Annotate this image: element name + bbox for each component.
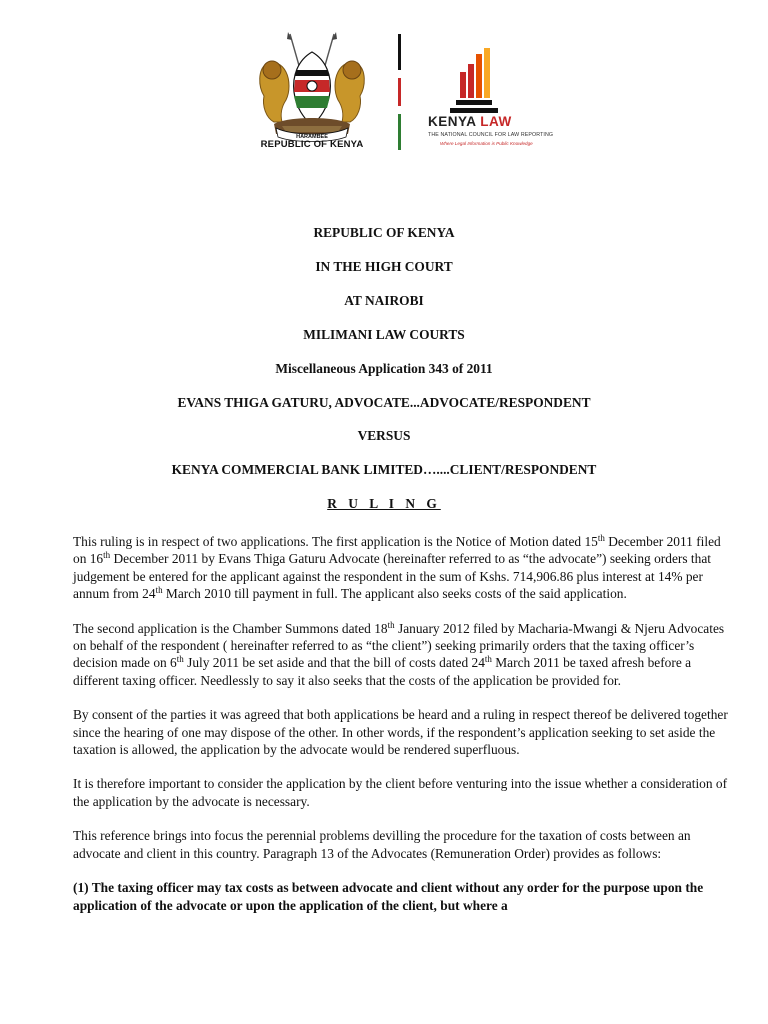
kenya-law-subtitle: THE NATIONAL COUNCIL FOR LAW REPORTING — [428, 132, 554, 138]
paragraph-2 — [73, 620, 733, 690]
party-client: KENYA COMMERCIAL BANK LIMITED…....CLIENT/RESPONDENT — [171, 462, 597, 477]
ordinal-suffix: th — [597, 533, 605, 543]
paragraph-1-text-d: March 2010 till payment in full. The applicant also seeks costs of the said application. — [162, 586, 627, 602]
kenya-law-tagline: Where Legal Information is Public Knowledge — [440, 141, 533, 146]
paragraph-2-text-b: January 2012 filed by Macharia-Mwangi & Njeru Advocates on behalf of the respondent ( hereinafter referred to as “the client”) seeking primarily orders that the taxing officer’s decision made on 6 — [73, 620, 725, 671]
kenya-law-name-part2: LAW — [480, 114, 512, 129]
paragraph-1-text-a: This ruling is in respect of two applications. The first application is the Notice of Motion dated 15 — [73, 534, 598, 549]
ordinal-suffix: th — [176, 654, 184, 665]
paragraph-4: It is therefore important to consider the application by the client before venturing into the issue whether a consideration of the application by the advocate is necessary. — [73, 776, 728, 809]
location-heading: AT NAIROBI — [344, 293, 424, 308]
paragraph-5: This reference brings into focus the perennial problems devilling the procedure for the taxation of costs between an advocate and client in this country. Paragraph 13 of the Advocates (Remuneration Order) provides as follows: — [73, 828, 691, 861]
paragraph-2-text-c: July 2011 be set aside and that the bill of costs dated 24 — [183, 655, 485, 671]
court-heading: IN THE HIGH COURT — [315, 259, 453, 274]
ordinal-suffix: th — [103, 550, 111, 561]
coat-of-arms-caption: REPUBLIC OF KENYA — [260, 139, 364, 150]
kenya-law-name-part1: KENYA — [428, 114, 477, 129]
coat-of-arms-motto: HARAMBEE — [296, 134, 328, 140]
kenya-law-name — [428, 114, 512, 129]
ordinal-suffix: th — [387, 619, 395, 630]
paragraph-2-text-d: March 2011 be taxed afresh before a different taxing officer. Needlessly to say it also seeks that the costs of the application be provided for. — [73, 655, 692, 688]
ruling-body — [73, 533, 733, 931]
versus-heading: VERSUS — [357, 428, 411, 443]
paragraph-1 — [73, 533, 733, 603]
party-advocate: EVANS THIGA GATURU, ADVOCATE...ADVOCATE/RESPONDENT — [177, 395, 591, 410]
ruling-title: R U L I N G — [327, 496, 441, 511]
ordinal-suffix: th — [484, 654, 492, 665]
header-logos — [0, 30, 768, 160]
flag-divider — [398, 34, 401, 150]
paragraph-1-text-b: December 2011 filed on 16 — [73, 534, 721, 567]
paragraph-2-text-a: The second application is the Chamber Summons dated 18 — [73, 620, 388, 636]
paragraph-1-text-c: December 2011 by Evans Thiga Gaturu Advocate (hereinafter referred to as “the advocate”) seeking orders that judgement be entered for the applicant against the respondent in the sum of Kshs. 714,906.86 plus interest at 14% per annum from 24 — [73, 551, 711, 602]
ordinal-suffix: th — [155, 585, 163, 596]
law-courts-heading: MILIMANI LAW COURTS — [303, 327, 465, 342]
kenya-coat-of-arms-icon — [252, 30, 372, 152]
paragraph-6-quoted-rule: (1) The taxing officer may tax costs as between advocate and client without any order for the purpose upon the application of the advocate or upon the application of the client, but where a — [73, 880, 704, 913]
case-number: Miscellaneous Application 343 of 2011 — [275, 361, 493, 376]
paragraph-3: By consent of the parties it was agreed that both applications be heard and a ruling in respect thereof be delivered together since the hearing of one may dispose of the other. In other words, if the respondent’s application seeking to set aside the taxation is allowed, the application by the advocate would be rendered superfluous. — [73, 707, 728, 758]
republic-heading: REPUBLIC OF KENYA — [313, 225, 455, 240]
